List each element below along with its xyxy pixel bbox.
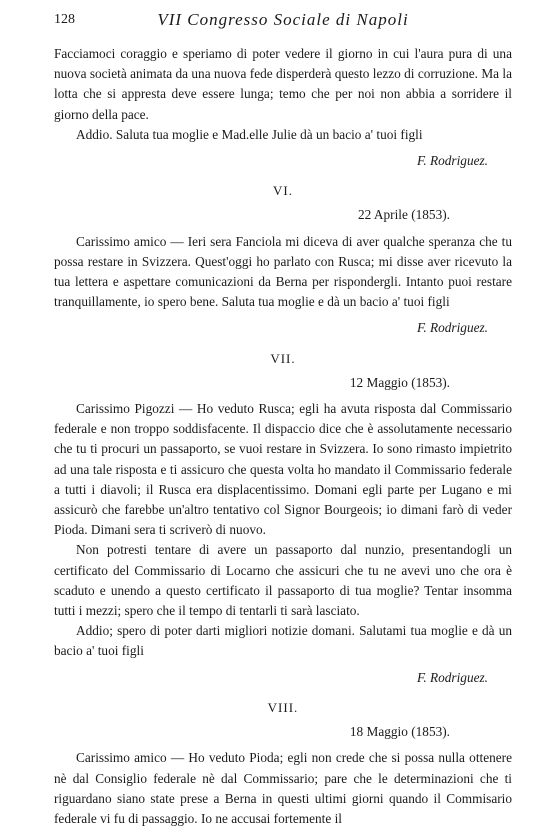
page-body — [54, 44, 512, 829]
letter-number: VI. — [273, 183, 293, 199]
letter-date: 12 Maggio (1853). — [349, 374, 450, 390]
paragraph: Addio; spero di poter darti migliori notizie domani. Salutami tua moglie e dà un bacio a' tuoi figli — [54, 623, 512, 659]
paragraph: Facciamoci coraggio e speriamo di poter vedere il giorno in cui l'aura pura di una nuova società animata da una nuova fede disperderà questo lezzo di corruzione. Ma la lotta che si appresta deve essere lunga; temo che per noi non abbia a sorridere il giorno della pace. — [54, 46, 512, 122]
running-title: VII Congresso Sociale di Napoli — [157, 10, 409, 29]
paragraph: Addio. Saluta tua moglie e Mad.elle Julie dà un bacio a' tuoi figli — [76, 126, 423, 142]
page-number: 128 — [54, 12, 75, 27]
page-header — [54, 10, 512, 34]
letter-number: VII. — [270, 350, 296, 366]
letter-date: 18 Maggio (1853). — [349, 724, 450, 740]
paragraph: Carissimo amico — Ho veduto Pioda; egli non crede che si possa nulla ottenere nè dal Consiglio federale nè dal Commissario; pare che le determinazioni che ti riguardano siano state prese a Berna in questi ultimi giorni quando il Commisario federale vi fu di passaggio. Io ne accusai fortemente il — [54, 750, 512, 826]
letter-date: 22 Aprile (1853). — [358, 207, 450, 223]
paragraph: Non potresti tentare di avere un passaporto dal nunzio, presentandogli un certificato del Commissario di Locarno che assicuri che tu ne avevi uno che ora è scaduto e unendo a questo certificato il passaporto di tua moglie? Tentar insomma tutti i mezzi; spero che il tempo di tentarli ti sarà lasciato. — [54, 542, 512, 619]
paragraph: Carissimo Pigozzi — Ho veduto Rusca; egli ha avuta risposta dal Commissario federale e non troppo soddisfacente. Il dispaccio dice che è assolutamente necessario che tu ti procuri un passaporto, se vuoi restare in Svizzera. Io sono rimasto impietrito ad una tale risposta e ti assicuro che questa volta ho mandato il Commissario federale a tutti i diavoli; il Rusca era displacentissimo. Domani egli parte per Lugano e mi assicurò che farebbe un'altro tentativo col Signor Bourgeois; io dimani farò di veder Pioda. Dimani sera ti scriverò di nuovo. — [54, 401, 512, 538]
signature: F. Rodriguez. — [416, 153, 488, 169]
paragraph: Carissimo amico — Ieri sera Fanciola mi diceva di aver qualche speranza che tu possa restare in Svizzera. Quest'oggi ho parlato con Rusca; mi disse aver ricevuto la tua lettera e aspettare comunicazioni da Berna per rispondergli. Intanto puoi restare tranquillamente, io spero bene. Saluta tua moglie e dà un bacio a' tuoi figli — [54, 233, 512, 310]
signature: F. Rodriguez. — [416, 669, 488, 685]
signature: F. Rodriguez. — [416, 320, 488, 336]
letter-number: VIII. — [267, 699, 299, 715]
